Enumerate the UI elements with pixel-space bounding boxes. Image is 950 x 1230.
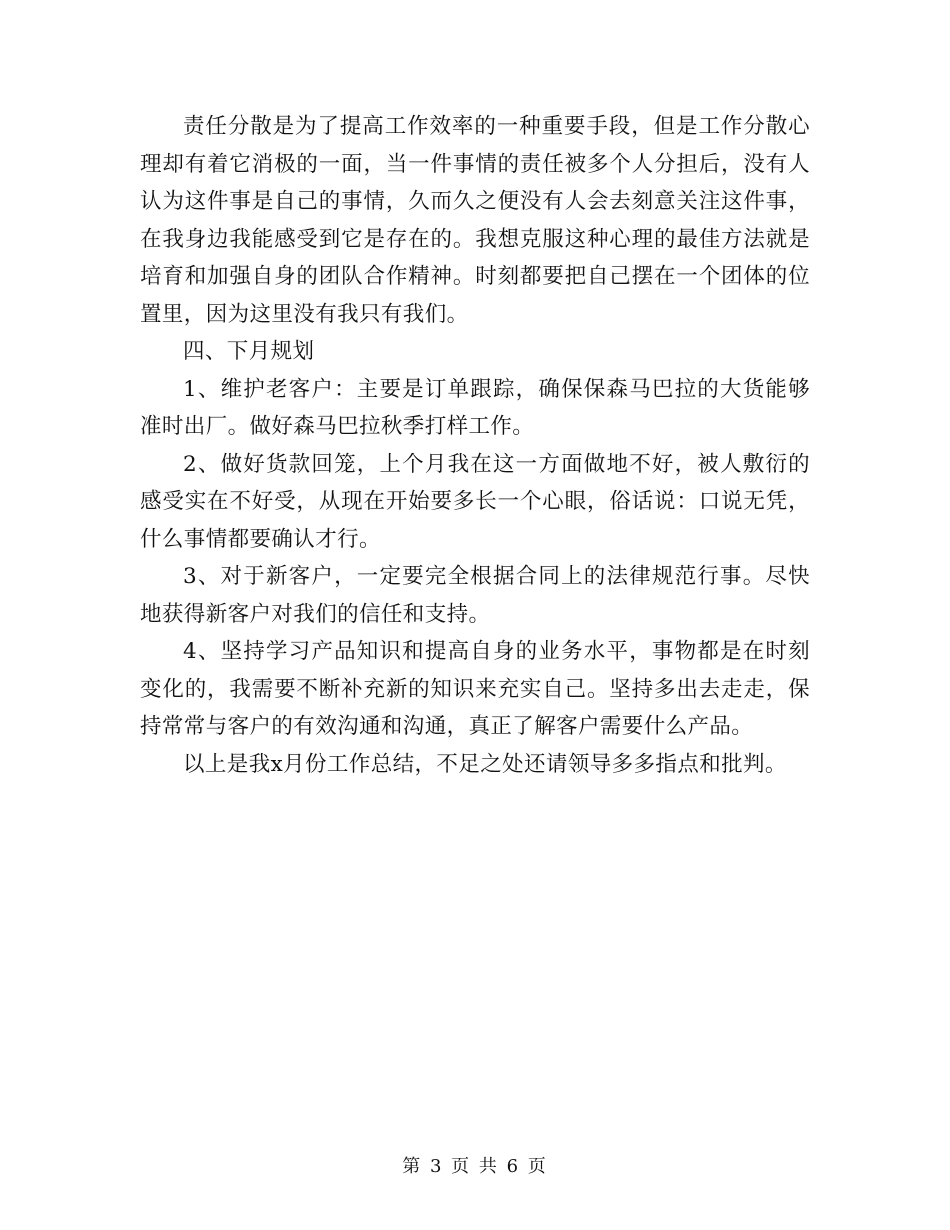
page-footer: 第 3 页 共 6 页: [402, 1156, 548, 1177]
document-body: [140, 108, 810, 783]
plan-item-3: 3、对于新客户，一定要完全根据合同上的法律规范行事。尽快地获得新客户对我们的信任和支持。: [140, 564, 810, 627]
plan-item-4: 4、坚持学习产品知识和提高自身的业务水平，事物都是在时刻变化的，我需要不断补充新的知识来充实自己。坚持多出去走走，保持常常与客户的有效沟通和沟通，真正了解客户需要什么产品。: [140, 639, 810, 739]
plan-item-2: 2、做好货款回笼，上个月我在这一方面做地不好，被人敷衍的感受实在不好受，从现在开始要多长一个心眼，俗话说：口说无凭，什么事情都要确认才行。: [140, 451, 810, 552]
plan-item-1: 1、维护老客户：主要是订单跟踪，确保保森马巴拉的大货能够准时出厂。做好森马巴拉秋季打样工作。: [140, 376, 810, 439]
closing-paragraph: 以上是我x月份工作总结，不足之处还请领导多多指点和批判。: [183, 751, 787, 777]
body-paragraph: 责任分散是为了提高工作效率的一种重要手段，但是工作分散心理却有着它消极的一面，当一件事情的责任被多个人分担后，没有人认为这件事是自己的事情，久而久之便没有人会去刻意关注这件事，在我身边我能感受到它是存在的。我想克服这种心理的最佳方法就是培育和加强自身的团队合作精神。时刻都要把自己摆在一个团体的位置里，因为这里没有我只有我们。: [140, 114, 810, 327]
section-heading: 四、下月规划: [183, 339, 315, 364]
